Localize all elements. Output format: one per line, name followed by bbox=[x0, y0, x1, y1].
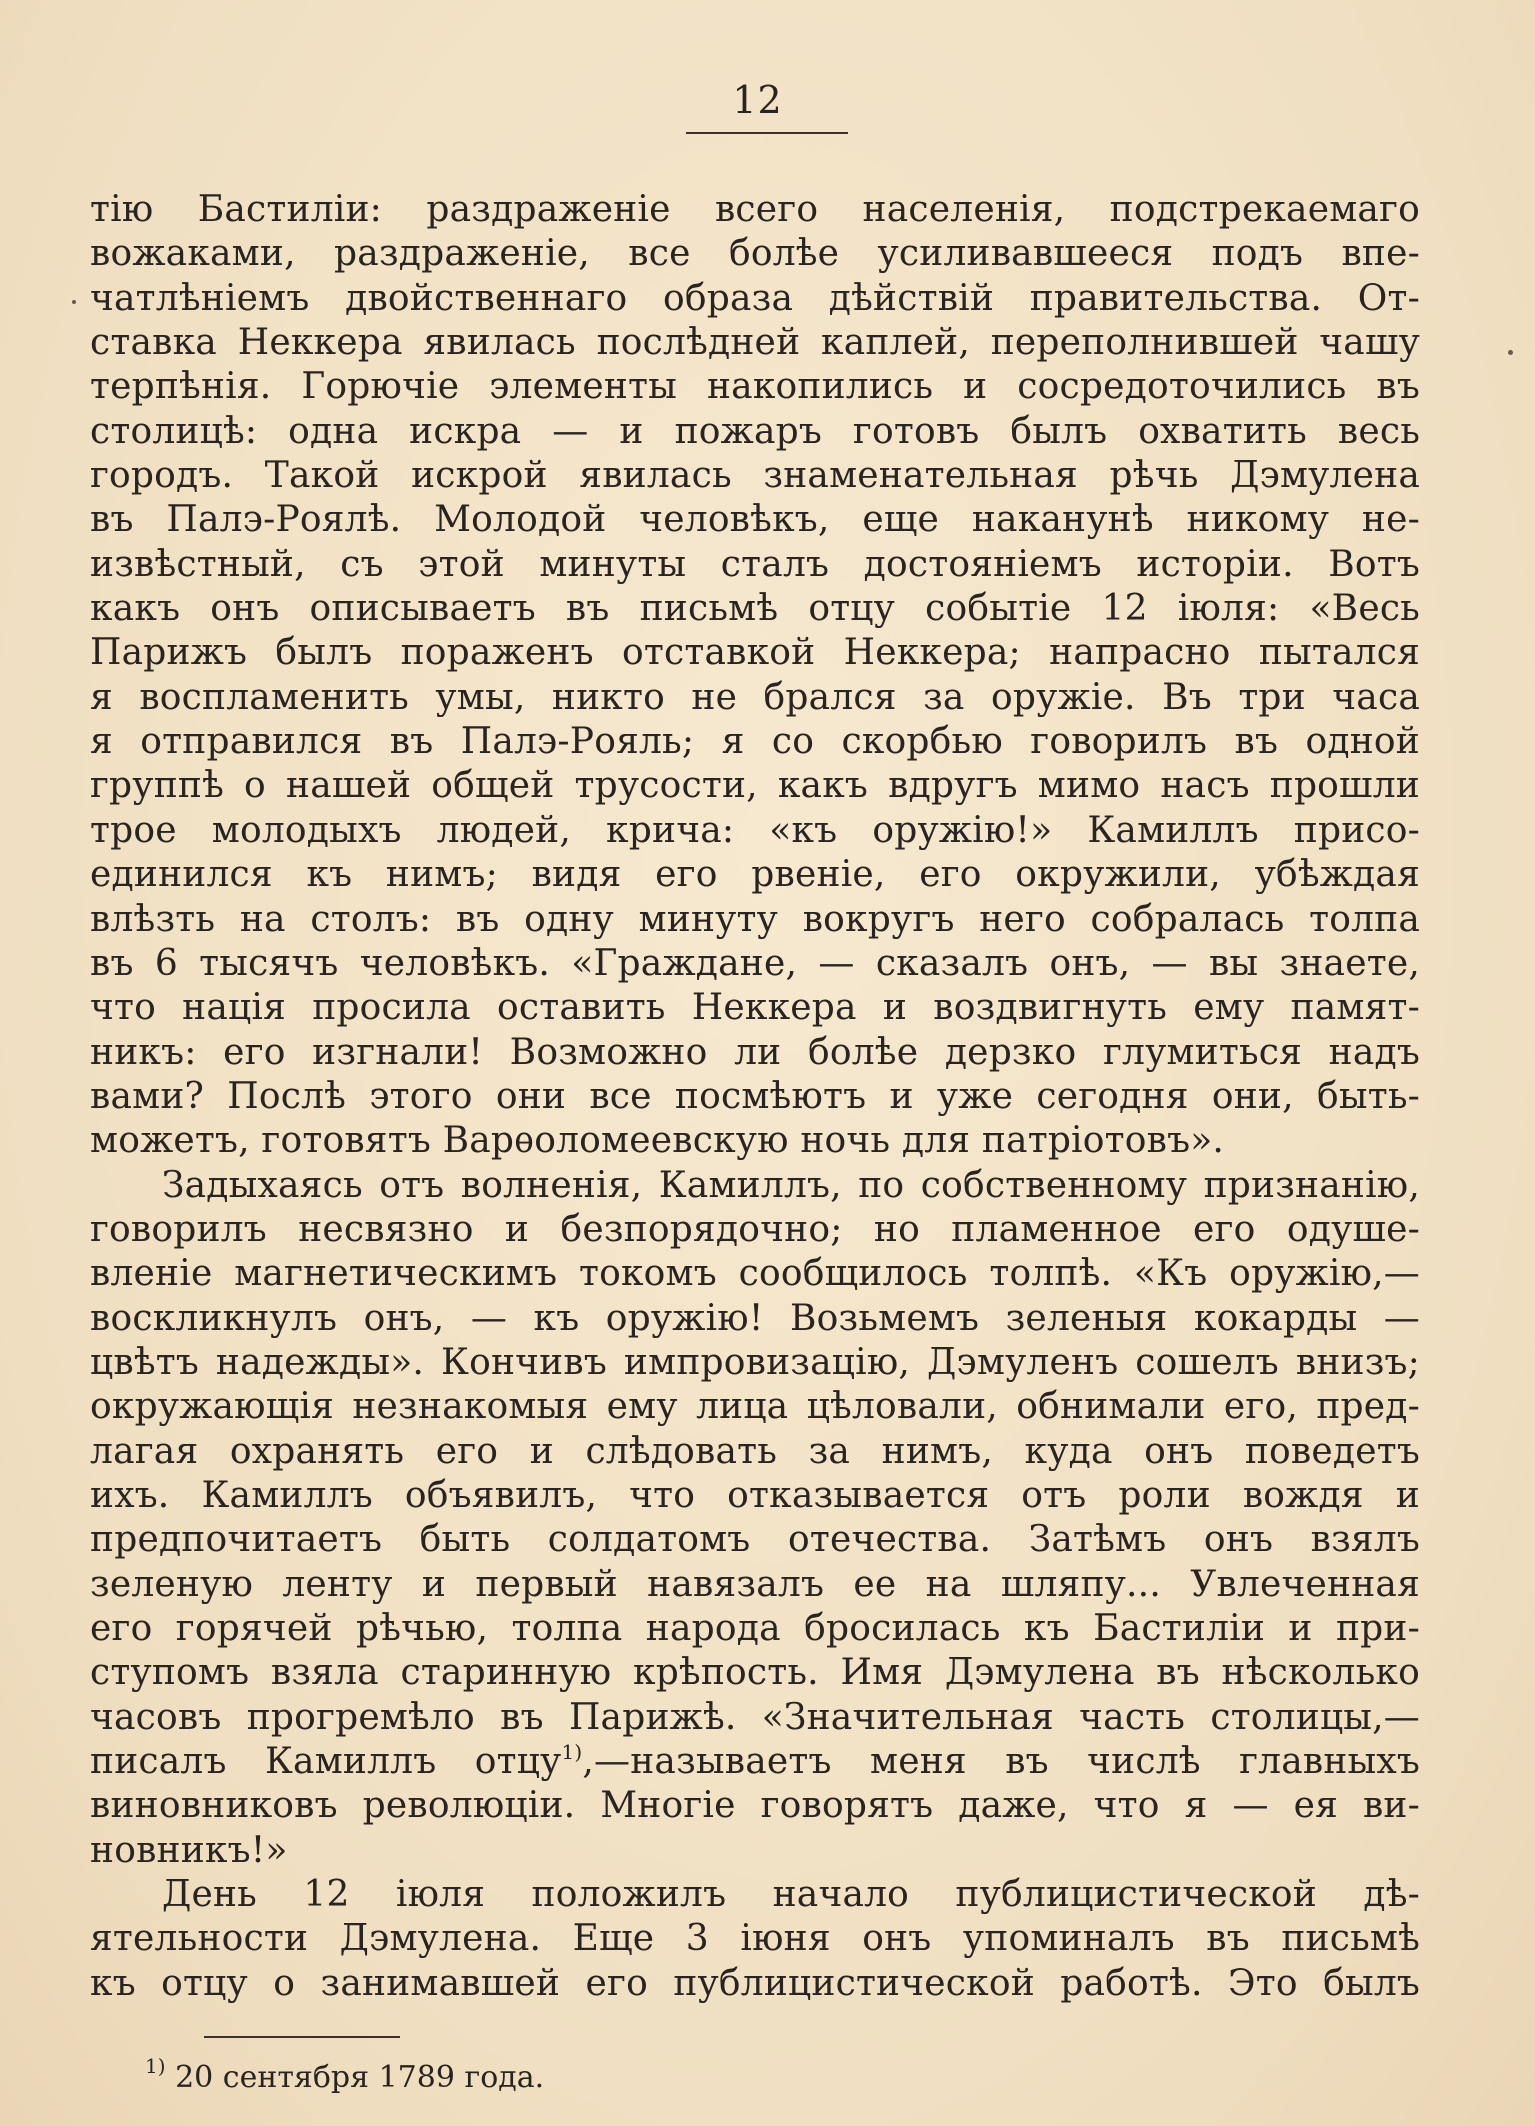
text-line: извѣстный, съ этой минуты сталъ достояніемъ исторіи. Вотъ bbox=[90, 543, 1420, 585]
text-line: вожаками, раздраженіе, все болѣе усиливавшееся подъ впе- bbox=[90, 233, 1420, 275]
text-line: новникъ!» bbox=[90, 1829, 288, 1871]
text-line: предпочитаетъ быть солдатомъ отечества. Затѣмъ онъ взялъ bbox=[90, 1519, 1420, 1561]
text-line: что нація просила оставить Неккера и воздвигнуть ему памят- bbox=[90, 987, 1420, 1029]
text-line: никъ: его изгнали! Возможно ли болѣе дерзко глумиться надъ bbox=[90, 1031, 1420, 1073]
text-line: цвѣтъ надежды». Кончивъ импровизацію, Дэмуленъ сошелъ внизъ; bbox=[90, 1341, 1420, 1383]
text-line: какъ онъ описываетъ въ письмѣ отцу событіе 12 іюля: «Весь bbox=[90, 588, 1420, 630]
footnote-marker: 1) bbox=[145, 2054, 166, 2078]
margin-speck bbox=[1508, 350, 1513, 355]
header-rule bbox=[686, 132, 848, 134]
text-line: въ Палэ-Роялѣ. Молодой человѣкъ, еще наканунѣ никому не- bbox=[90, 499, 1420, 541]
text-line: воскликнулъ онъ, — къ оружію! Возьмемъ зеленыя кокарды — bbox=[90, 1297, 1420, 1339]
footnote-rule bbox=[204, 2036, 400, 2038]
text-line: терпѣнія. Горючіе элементы накопились и сосредоточились въ bbox=[90, 366, 1420, 408]
paragraph-start-line: Задыхаясь отъ волненія, Камиллъ, по собственному признанію, bbox=[162, 1164, 1420, 1206]
text-line: городъ. Такой искрой явилась знаменательная рѣчь Дэмулена bbox=[90, 455, 1420, 497]
text-line: Парижъ былъ пораженъ отставкой Неккера; напрасно пытался bbox=[90, 632, 1420, 674]
text-line: ихъ. Камиллъ объявилъ, что отказывается отъ роли вождя и bbox=[90, 1474, 1420, 1516]
text-line: трое молодыхъ людей, крича: «къ оружію!» Камиллъ присо- bbox=[90, 809, 1420, 851]
text-line: виновниковъ революціи. Многіе говорятъ даже, что я — ея ви- bbox=[90, 1785, 1420, 1827]
body-text bbox=[90, 188, 1420, 2006]
text-line: единился къ нимъ; видя его рвеніе, его окружили, убѣждая bbox=[90, 854, 1420, 896]
text-line: въ 6 тысячъ человѣкъ. «Граждане, — сказалъ онъ, — вы знаете, bbox=[90, 942, 1420, 984]
paragraph-start-line: День 12 іюля положилъ начало публицистической дѣ- bbox=[162, 1874, 1420, 1916]
text-line-with-footnote bbox=[90, 1740, 1420, 1784]
page-number: 12 bbox=[732, 78, 783, 122]
text-line: лагая охранять его и слѣдовать за нимъ, куда онъ поведетъ bbox=[90, 1430, 1420, 1472]
text-line: я отправился въ Палэ-Рояль; я со скорбью говорилъ въ одной bbox=[90, 721, 1420, 763]
text-line: ятельности Дэмулена. Еще 3 іюня онъ упоминалъ въ письмѣ bbox=[90, 1918, 1420, 1960]
footnote-text: 20 сентября 1789 года. bbox=[175, 2060, 545, 2095]
text-line: вами? Послѣ этого они все посмѣютъ и уже сегодня они, быть- bbox=[90, 1075, 1420, 1117]
text-line: окружающія незнакомыя ему лица цѣловали, обнимали его, пред- bbox=[90, 1386, 1420, 1428]
footnote bbox=[145, 2054, 545, 2098]
text-line: говорилъ несвязно и безпорядочно; но пламенное его одуше- bbox=[90, 1208, 1420, 1250]
text-line: я воспламенить умы, никто не брался за оружіе. Въ три часа bbox=[90, 676, 1420, 718]
text-line: часовъ прогремѣло въ Парижѣ. «Значительная часть столицы,— bbox=[90, 1696, 1420, 1738]
text-line: можетъ, готовятъ Варѳоломеевскую ночь для патріотовъ». bbox=[90, 1120, 1225, 1162]
footnote-reference[interactable]: 1) bbox=[561, 1740, 583, 1765]
text-line: зеленую ленту и первый навязалъ ее на шляпу... Увлеченная bbox=[90, 1563, 1420, 1605]
text-line: его горячей рѣчью, толпа народа бросилась къ Бастиліи и при- bbox=[90, 1608, 1420, 1649]
text-line: къ отцу о занимавшей его публицистической работѣ. Это былъ bbox=[90, 1962, 1420, 2004]
text-line: чатлѣніемъ двойственнаго образа дѣйствій правительства. От- bbox=[90, 277, 1420, 319]
text-line: тію Бастиліи: раздраженіе всего населенія, подстрекаемаго bbox=[90, 189, 1420, 230]
line-start: писалъ Камиллъ отцу bbox=[90, 1741, 562, 1783]
text-line: ставка Неккера явилась послѣдней каплей, переполнившей чашу bbox=[90, 322, 1420, 364]
line-rest: ,—называетъ меня въ числѣ главныхъ bbox=[582, 1741, 1420, 1783]
text-line: группѣ о нашей общей трусости, какъ вдругъ мимо насъ прошли bbox=[90, 765, 1420, 807]
text-line: ступомъ взяла старинную крѣпость. Имя Дэмулена въ нѣсколько bbox=[90, 1652, 1420, 1694]
margin-speck bbox=[72, 300, 76, 304]
text-line: вленіе магнетическимъ токомъ сообщилось толпѣ. «Къ оружію,— bbox=[90, 1253, 1420, 1295]
text-line: влѣзть на столъ: въ одну минуту вокругъ него собралась толпа bbox=[90, 898, 1420, 940]
text-line: столицѣ: одна искра — и пожаръ готовъ былъ охватить весь bbox=[90, 410, 1420, 452]
